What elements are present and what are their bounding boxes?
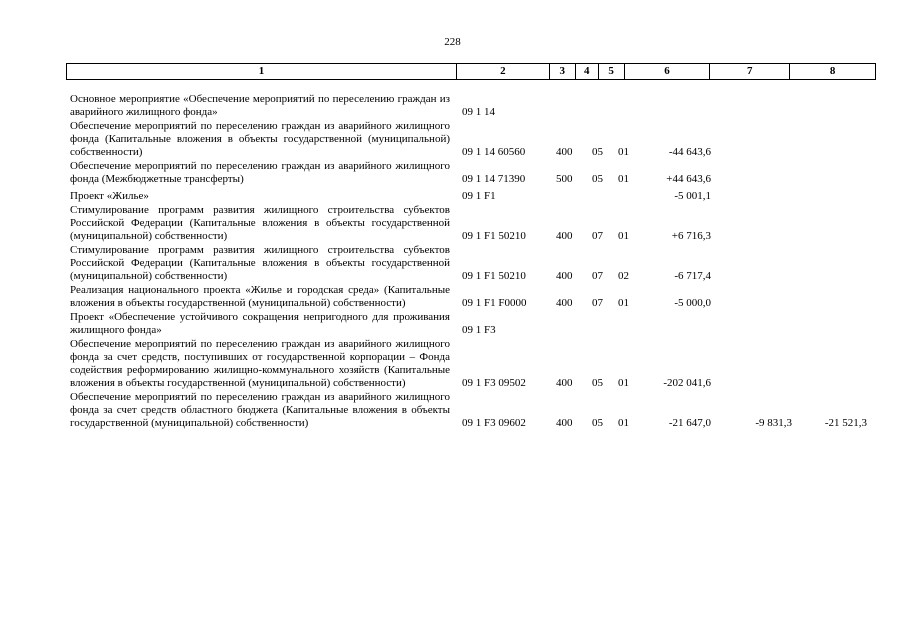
header-col-7: 7 <box>710 64 790 79</box>
row-pr: 01 <box>618 417 629 429</box>
row-pr: 01 <box>618 146 629 158</box>
row-code: 09 1 F3 <box>462 324 496 336</box>
row-rz: 05 <box>592 173 603 185</box>
row-code: 09 1 14 60560 <box>462 146 526 158</box>
row-rz: 07 <box>592 230 603 242</box>
row-description: Реализация национального проекта «Жилье и городская среда» (Капитальные вложения в объекты государственной (муниципальной) собственности) <box>70 284 450 309</box>
row-description: Обеспечение мероприятий по переселению граждан из аварийного жилищного фонда за счет средств, поступивших от государственной корпорации – Фонда содействия реформированию жилищно-коммунального хозяйств (Капитальные вложения в объекты государственной (муниципальной) собственности) <box>70 338 450 389</box>
row-vr: 400 <box>556 230 573 242</box>
table-row <box>70 204 880 243</box>
row-sum-6: -5 001,1 <box>674 190 711 202</box>
row-code: 09 1 F3 09502 <box>462 377 526 389</box>
table-row <box>70 338 880 390</box>
row-vr: 400 <box>556 417 573 429</box>
row-vr: 400 <box>556 146 573 158</box>
row-description: Стимулирование программ развития жилищного строительства субъектов Российской Федерации (Капитальные вложения в объекты государственной (муниципальной) собственности) <box>70 204 450 242</box>
row-vr: 400 <box>556 270 573 282</box>
row-description: Проект «Обеспечение устойчивого сокращения непригодного для проживания жилищного фонда» <box>70 311 450 336</box>
header-col-2: 2 <box>457 64 550 79</box>
row-pr: 01 <box>618 377 629 389</box>
table-row <box>70 284 880 310</box>
row-sum-6: -6 717,4 <box>674 270 711 282</box>
table-row <box>70 93 880 119</box>
header-col-3: 3 <box>550 64 576 79</box>
row-code: 09 1 F1 50210 <box>462 270 526 282</box>
table-row <box>70 244 880 283</box>
table-body <box>70 93 880 431</box>
row-rz: 05 <box>592 377 603 389</box>
row-code: 09 1 F1 <box>462 190 496 202</box>
row-rz: 05 <box>592 417 603 429</box>
row-sum-6: +6 716,3 <box>671 230 711 242</box>
header-col-4: 4 <box>576 64 599 79</box>
row-sum-8: -21 521,3 <box>824 417 867 429</box>
row-rz: 07 <box>592 270 603 282</box>
row-sum-6: -5 000,0 <box>674 297 711 309</box>
row-sum-6: -202 041,6 <box>663 377 711 389</box>
table-row <box>70 120 880 159</box>
row-vr: 500 <box>556 173 573 185</box>
row-rz: 07 <box>592 297 603 309</box>
table-row <box>70 391 880 430</box>
row-pr: 02 <box>618 270 629 282</box>
table-row <box>70 311 880 337</box>
row-code: 09 1 F1 50210 <box>462 230 526 242</box>
row-sum-6: -21 647,0 <box>668 417 711 429</box>
row-code: 09 1 F1 F0000 <box>462 297 527 309</box>
row-description: Стимулирование программ развития жилищного строительства субъектов Российской Федерации (Капитальные вложения в объекты государственной (муниципальной) собственности) <box>70 244 450 282</box>
row-description: Основное мероприятие «Обеспечение мероприятий по переселению граждан из аварийного жилищного фонда» <box>70 93 450 118</box>
row-vr: 400 <box>556 297 573 309</box>
table-row <box>70 190 880 203</box>
table-header <box>66 63 876 80</box>
row-description: Проект «Жилье» <box>70 190 149 202</box>
row-sum-6: +44 643,6 <box>666 173 711 185</box>
row-rz: 05 <box>592 146 603 158</box>
header-col-1: 1 <box>67 64 457 79</box>
row-description: Обеспечение мероприятий по переселению граждан из аварийного жилищного фонда (Межбюджетные трансферты) <box>70 160 450 185</box>
table-row <box>70 160 880 186</box>
row-pr: 01 <box>618 230 629 242</box>
row-description: Обеспечение мероприятий по переселению граждан из аварийного жилищного фонда (Капитальные вложения в объекты государственной (муниципальной) собственности) <box>70 120 450 158</box>
header-col-8: 8 <box>829 65 836 77</box>
header-col-5: 5 <box>599 64 625 79</box>
row-code: 09 1 F3 09602 <box>462 417 526 429</box>
page-number: 228 <box>444 36 461 48</box>
row-pr: 01 <box>618 173 629 185</box>
row-description: Обеспечение мероприятий по переселению граждан из аварийного жилищного фонда за счет средств областного бюджета (Капитальные вложения в объекты государственной (муниципальной) собственности) <box>70 391 450 429</box>
row-code: 09 1 14 <box>462 106 495 118</box>
row-sum-6: -44 643,6 <box>668 146 711 158</box>
header-col-6: 6 <box>625 64 711 79</box>
row-pr: 01 <box>618 297 629 309</box>
row-vr: 400 <box>556 377 573 389</box>
row-code: 09 1 14 71390 <box>462 173 526 185</box>
row-sum-7: -9 831,3 <box>755 417 792 429</box>
